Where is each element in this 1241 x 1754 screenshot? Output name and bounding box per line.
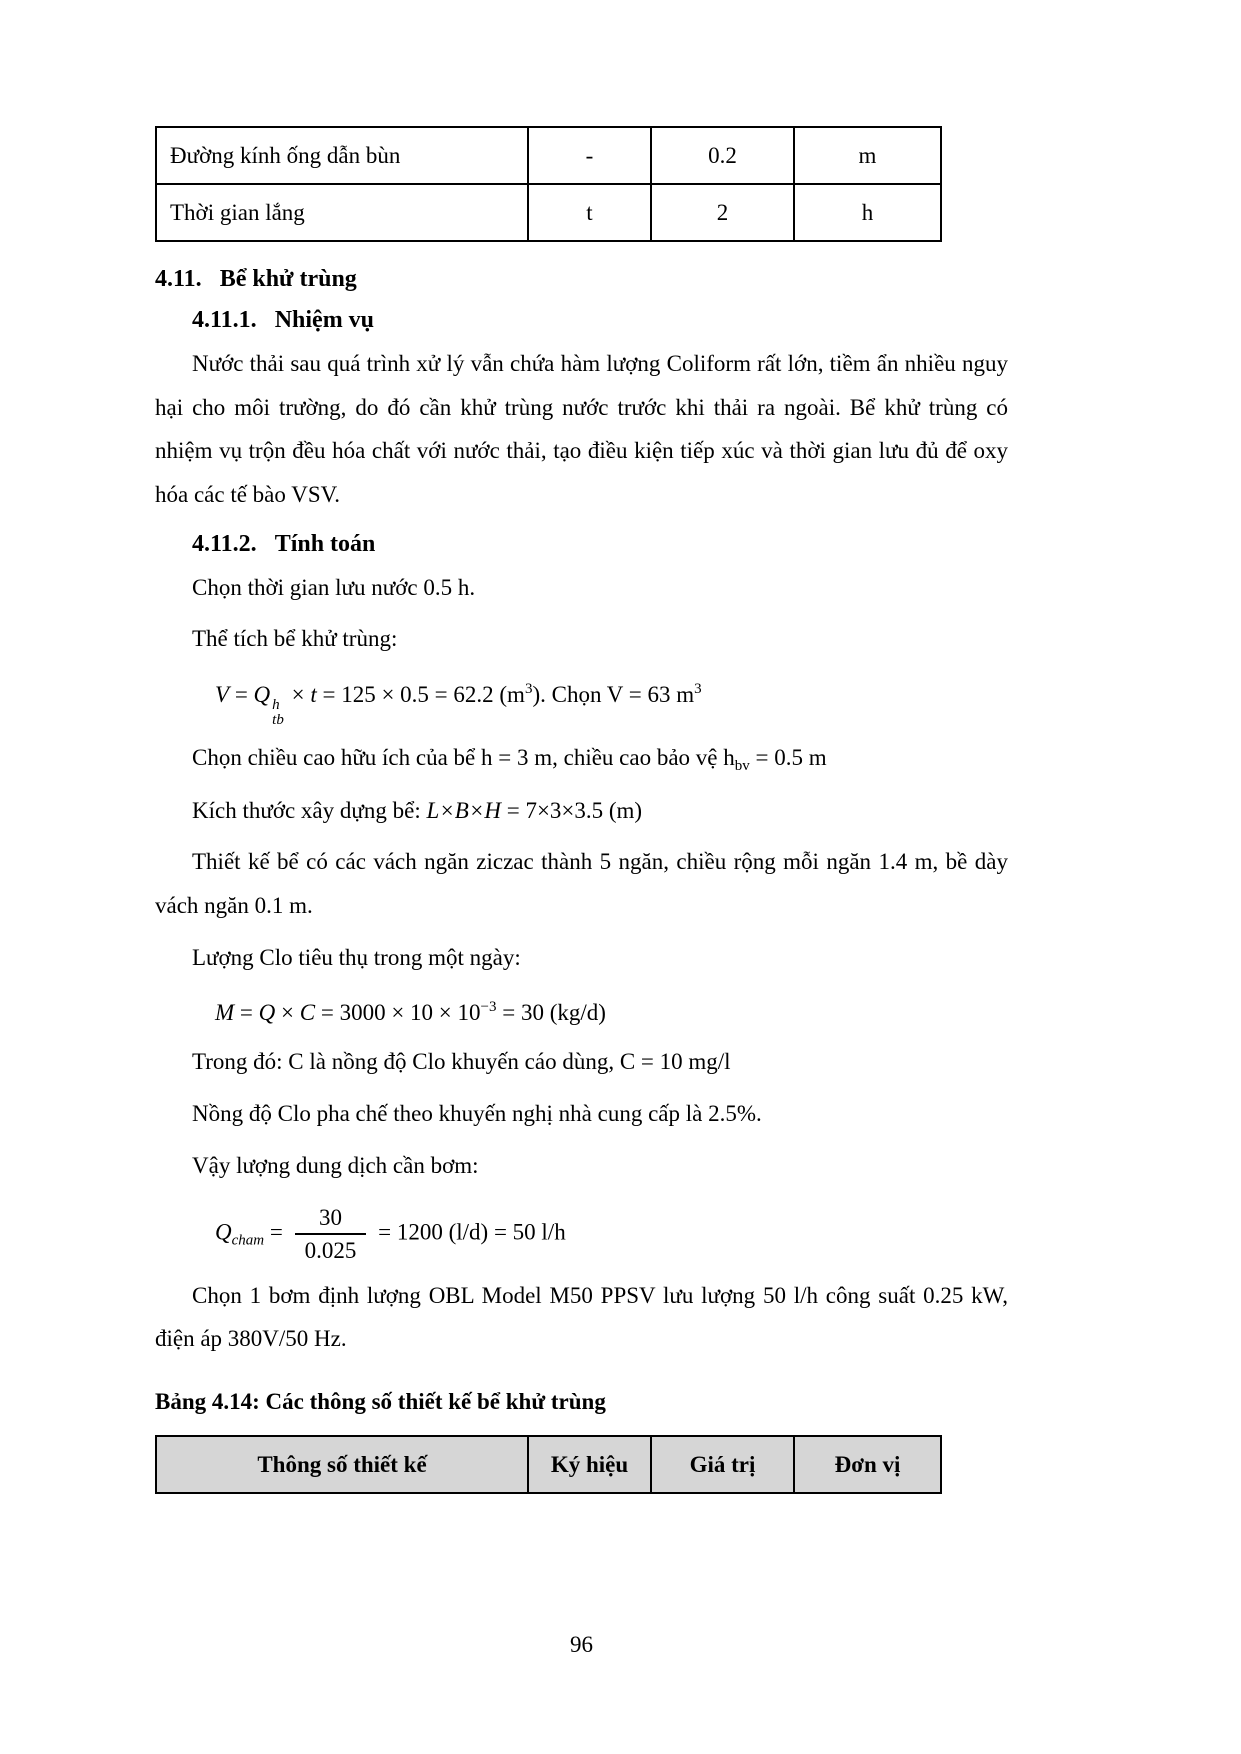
formula-volume (215, 675, 1008, 728)
formula-pump (215, 1202, 1008, 1266)
header-cell-value: Giá trị (651, 1436, 794, 1493)
math-op: = (229, 682, 254, 708)
math-op: = (264, 1218, 289, 1244)
math-op: × (275, 1000, 300, 1026)
math-exponent: 3 (694, 681, 702, 698)
table-header-row (156, 1436, 941, 1493)
paragraph-kich-thuoc (155, 789, 1008, 833)
math-subscript: bv (734, 758, 750, 775)
paragraph-chon-bom: Chọn 1 bơm định lượng OBL Model M50 PPSV lưu lượng 50 l/h công suất 0.25 kW, điện áp 380V/50 Hz. (155, 1282, 1008, 1352)
table-row (156, 127, 941, 184)
table-cell-value: 2 (651, 184, 794, 241)
subsection-heading-4-11-2 (155, 531, 1008, 558)
section-heading-4-11 (155, 266, 1008, 293)
paragraph-thiet-ke: Thiết kế bể có các vách ngăn ziczac thành 5 ngăn, chiều rộng mỗi ngăn 1.4 m, bề dày vách ngăn 0.1 m. (155, 849, 1008, 918)
paragraph-nong-do: Nồng độ Clo pha chế theo khuyến nghị nhà cung cấp là 2.5%. (192, 1101, 762, 1127)
subsection-number: 4.11.1. (192, 307, 257, 333)
math-exponent: −3 (480, 999, 497, 1016)
paragraph-trong-do: Trong đó: C là nồng độ Clo khuyến cáo dùng, C = 10 mg/l (192, 1049, 731, 1075)
table-row (156, 184, 941, 241)
paragraph-chon-thoi-gian: Chọn thời gian lưu nước 0.5 h. (192, 574, 476, 600)
fraction-denominator: 0.025 (304, 1237, 357, 1263)
paragraph-the-tich: Thể tích bể khử trùng: (192, 626, 398, 652)
math-exponent: 3 (524, 681, 533, 698)
math-text: = 7×3×3.5 (m) (500, 797, 643, 823)
section-title: Bể khử trùng (219, 266, 357, 292)
paragraph-nhiem-vu: Nước thải sau quá trình xử lý vẫn chứa hàm lượng Coliform rất lớn, tiềm ẩn nhiều nguy hại cho môi trường, do đó cần khử trùng nước trước khi thải ra ngoài. Bể khử trùng có nhiệm vụ trộn đều hóa chất với nước thải, tạo điều kiện tiếp xúc và thời gian lưu đủ để oxy hóa các tế bào VSV. (155, 351, 1008, 508)
math-var-q: Q (215, 1218, 232, 1244)
text-segment: = 0.5 m (749, 745, 827, 771)
section-number: 4.11. (155, 266, 202, 292)
math-text: = 3000 × 10 × 10 (315, 1000, 481, 1026)
math-text: = 1200 (l/d) (372, 1218, 489, 1244)
formula-conclusion: = 50 l/h (488, 1218, 566, 1244)
math-op: × (285, 682, 311, 708)
table-cell-param: Đường kính ống dẫn bùn (156, 127, 528, 184)
table-cell-unit: h (794, 184, 941, 241)
table-cell-symbol: t (528, 184, 651, 241)
math-var-t: t (310, 682, 317, 708)
math-text: ). (532, 682, 546, 708)
formula-clo (215, 993, 1008, 1032)
subsection-heading-4-11-1 (155, 307, 1008, 334)
formula-conclusion: Chọn V = 63 m (545, 682, 695, 708)
math-supsub (272, 698, 284, 728)
math-vars: L×B×H (426, 797, 501, 823)
subsection-title: Nhiệm vụ (274, 307, 375, 333)
parameters-table-continued (155, 126, 942, 242)
text-segment: Chọn chiều cao hữu ích của bể h = 3 m, chiều cao bảo vệ h (192, 745, 735, 771)
text-segment: Kích thước xây dựng bể: (192, 797, 427, 823)
math-text: = 125 × 0.5 = 62.2 (m (316, 682, 525, 708)
table-cell-unit: m (794, 127, 941, 184)
math-var-m: M (215, 1000, 235, 1026)
table-caption: Bảng 4.14: Các thông số thiết kế bể khử trùng (155, 1389, 606, 1414)
subsection-title: Tính toán (274, 530, 376, 557)
math-var-q: Q (258, 1000, 276, 1026)
table-cell-param: Thời gian lắng (156, 184, 528, 241)
math-op: = (234, 1000, 259, 1026)
header-cell-symbol: Ký hiệu (528, 1436, 651, 1493)
math-superscript: h (272, 697, 280, 714)
header-cell-param: Thông số thiết kế (156, 1436, 528, 1493)
math-var-c: C (299, 1000, 316, 1026)
paragraph-chieu-cao (155, 736, 1008, 781)
design-parameters-table (155, 1435, 942, 1494)
paragraph-luong-clo: Lượng Clo tiêu thụ trong một ngày: (192, 944, 521, 970)
page-number: 96 (570, 1632, 593, 1657)
math-var-q: Q (253, 682, 271, 708)
math-fraction (295, 1202, 367, 1266)
math-subscript: cham (231, 1231, 265, 1248)
math-var-v: V (215, 682, 230, 708)
table-cell-value: 0.2 (651, 127, 794, 184)
paragraph-vay-luong: Vậy lượng dung dịch cần bơm: (192, 1152, 479, 1178)
header-cell-unit: Đơn vị (794, 1436, 941, 1493)
subsection-number: 4.11.2. (192, 530, 257, 557)
math-subscript: tb (272, 712, 284, 729)
table-cell-symbol: - (528, 127, 651, 184)
fraction-numerator: 30 (295, 1202, 367, 1235)
math-text: = 30 (kg/d) (496, 1000, 606, 1026)
